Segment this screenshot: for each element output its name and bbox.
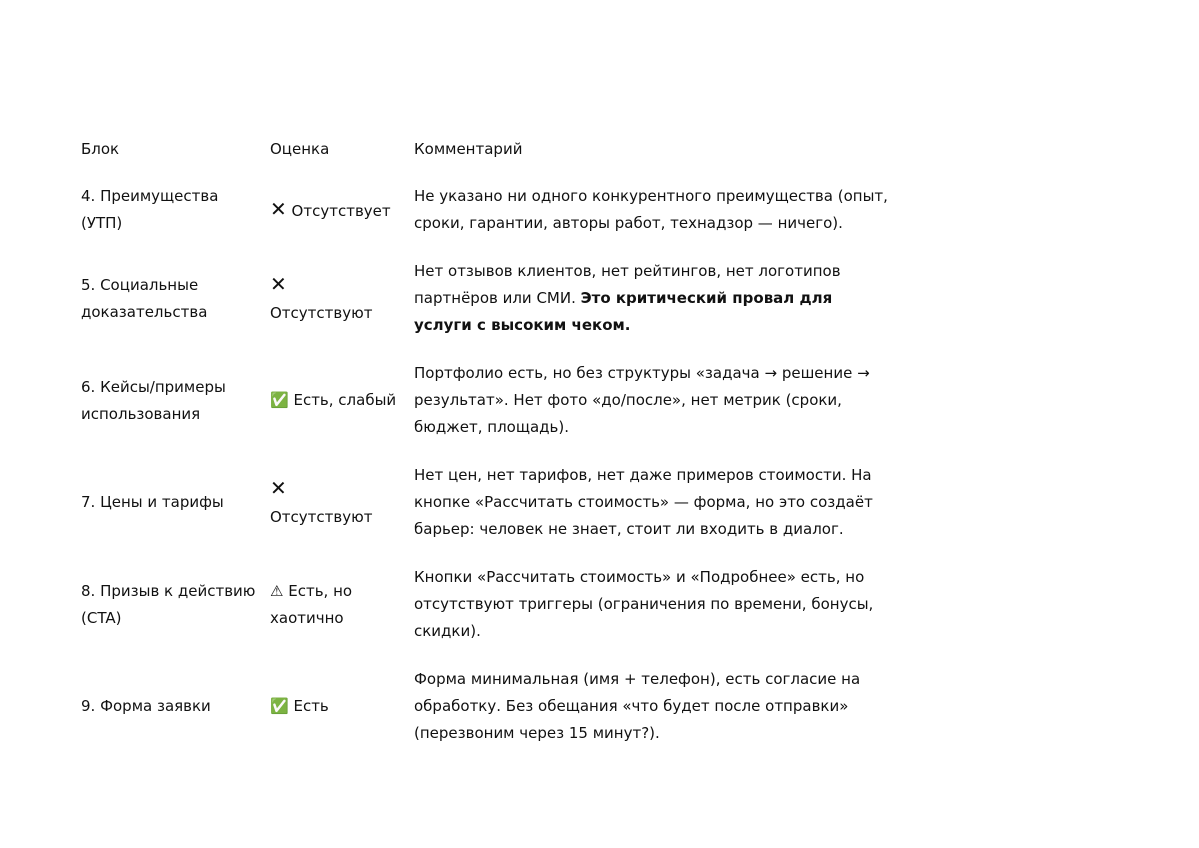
table-row: [81, 462, 891, 543]
comment-bold-text: Это критический провал для услуги с высоким чеком.: [414, 289, 833, 334]
grade-text: Отсутствует: [291, 201, 391, 220]
table-row: [81, 258, 891, 339]
comment-cell: [414, 183, 891, 237]
comment-text: Форма минимальная (имя + телефон), есть согласие на обработку. Без обещания «что будет после отправки» (перезвоним через 15 минут?).: [414, 670, 861, 742]
table-row: [81, 666, 891, 747]
comment-cell: [414, 360, 891, 441]
comment-text: Кнопки «Рассчитать стоимость» и «Подробнее» есть, но отсутствуют триггеры (ограничения по времени, бонусы, скидки).: [414, 568, 874, 640]
evaluation-table: [81, 134, 891, 747]
grade-text: Есть, но хаотично: [270, 581, 353, 627]
cross-icon: ✕: [270, 271, 287, 296]
block-name: 6. Кейсы/примеры использования: [81, 377, 226, 423]
grade-cell: [270, 475, 414, 531]
warning-icon: ⚠: [270, 581, 284, 600]
block-name: 8. Призыв к действию (CTA): [81, 581, 256, 627]
comment-cell: [414, 258, 891, 339]
header-block: Блок: [81, 139, 120, 158]
comment-cell: [414, 462, 891, 543]
grade-text: Отсутствуют: [270, 303, 373, 322]
block-name: 5. Социальные доказательства: [81, 275, 208, 321]
block-name: 9. Форма заявки: [81, 697, 211, 715]
comment-cell: [414, 564, 891, 645]
header-grade: Оценка: [270, 139, 330, 158]
cross-icon: ✕: [270, 475, 287, 500]
table-row: [81, 360, 891, 441]
table-row: [81, 183, 891, 237]
comment-cell: [414, 666, 891, 747]
table-header-row: [81, 134, 891, 164]
grade-cell: [270, 271, 414, 327]
cross-icon: ✕: [270, 196, 287, 221]
comment-text: Нет цен, нет тарифов, нет даже примеров стоимости. На кнопке «Рассчитать стоимость» — форма, но это создаёт барьер: человек не знает, стоит ли входить в диалог.: [414, 466, 873, 538]
comment-text: Не указано ни одного конкурентного преимущества (опыт, сроки, гарантии, авторы работ, технадзор — ничего).: [414, 187, 888, 232]
check-icon: ✅: [270, 391, 289, 409]
check-icon: ✅: [270, 697, 289, 715]
table-row: [81, 564, 891, 645]
grade-text: Есть, слабый: [293, 391, 397, 409]
header-comment: Комментарий: [414, 139, 523, 158]
comment-text: Портфолио есть, но без структуры «задача → решение → результат». Нет фото «до/после», нет метрик (сроки, бюджет, площадь).: [414, 364, 870, 436]
grade-text: Отсутствуют: [270, 507, 373, 526]
grade-cell: [270, 578, 414, 632]
block-name: 7. Цены и тарифы: [81, 493, 224, 511]
grade-cell: [270, 693, 414, 720]
block-name: 4. Преимущества (УТП): [81, 187, 219, 232]
grade-text: Есть: [293, 697, 329, 715]
grade-cell: [270, 387, 414, 414]
comment-text: Нет отзывов клиентов, нет рейтингов, нет логотипов партнёров или СМИ.: [414, 262, 841, 307]
grade-cell: [270, 196, 414, 225]
